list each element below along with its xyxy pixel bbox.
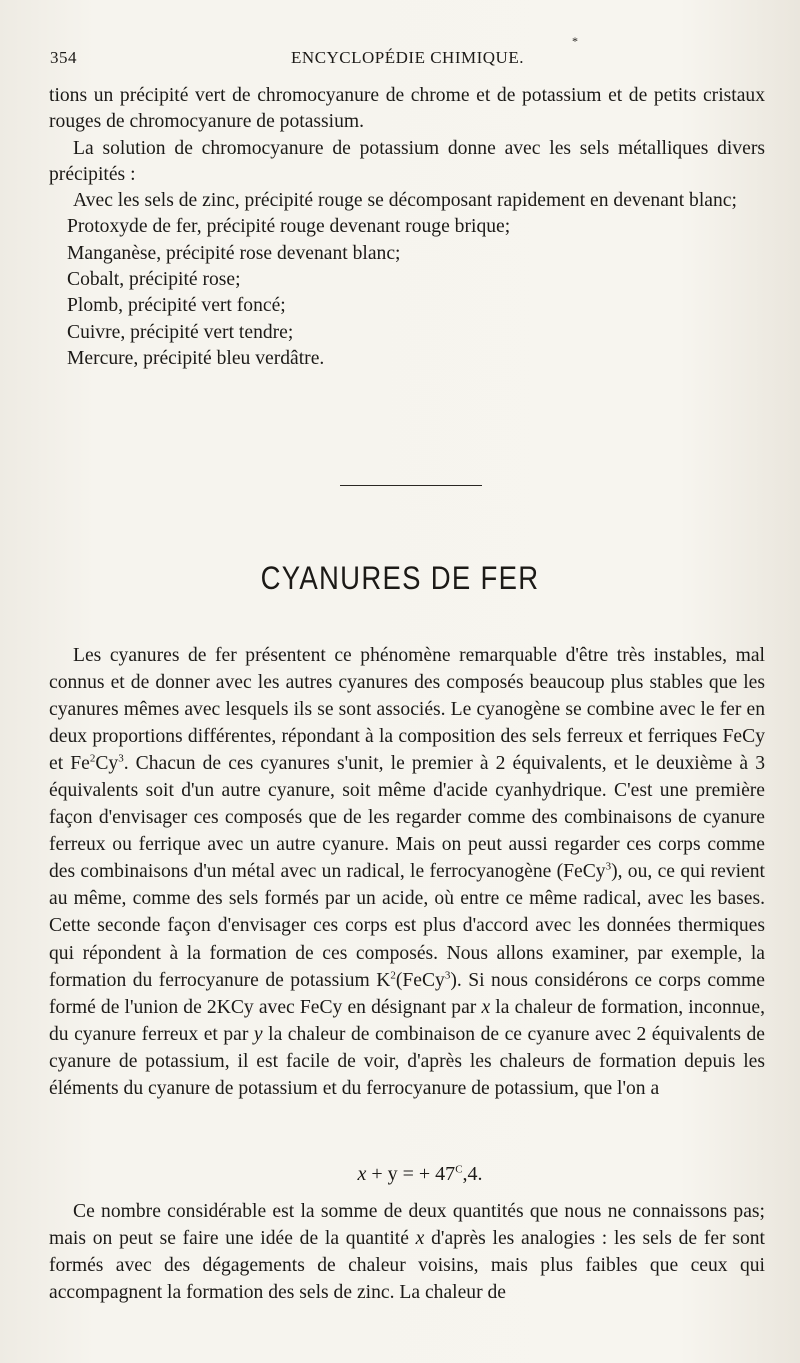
equation-body: + y = + 47 [366, 1163, 456, 1185]
superscript: 3 [118, 752, 124, 765]
math-variable: x [415, 1228, 425, 1250]
text-run: Ce nombre considérable est la somme de deux quantités que nous ne connaissons pas; mais on peut se faire une idée de la quantité [49, 1201, 765, 1250]
list-item: Protoxyde de fer, précipité rouge devenant rouge brique; [67, 216, 511, 238]
text-run: Les cyanures de fer présentent ce phénomène remarquable d'être très instables, mal connus et de donner avec les autres cyanures des composés beaucoup plus stables que les cyanures mêmes avec lesquels ils se sont associés. Le cyanogène se combine avec le fer en deux proportions différentes, répondant à la composition des sels ferreux et ferriques FeCy et Fe [49, 645, 765, 775]
running-head [50, 48, 765, 74]
superscript: 2 [89, 752, 96, 765]
text-run: la chaleur de formation, inconnue, du cyanure ferreux et par [49, 996, 766, 1045]
paragraph: tions un précipité vert de chromocyanure de chrome et de potassium et de petits cristaux rouges de chromocyanure de potassium. [49, 85, 765, 133]
list-item: Cobalt, précipité rose; [67, 269, 241, 291]
list-item: Plomb, précipité vert foncé; [67, 295, 286, 317]
list-item: Manganèse, précipité rose devenant blanc; [67, 242, 401, 264]
superscript: 3 [605, 860, 612, 873]
math-variable: x [357, 1163, 367, 1185]
paragraph [49, 1198, 765, 1306]
main-block [49, 642, 765, 1102]
list-item: Cuivre, précipité vert tendre; [67, 321, 294, 343]
paragraph: La solution de chromocyanure de potassium donne avec les sels métalliques divers précipités : [49, 137, 765, 185]
superscript: C [455, 1163, 463, 1176]
superscript: 3 [444, 969, 451, 982]
text-run: ), ou, ce qui revient au même, comme des sels formés par un acide, où entre ce même radical, avec les bases. Cette seconde façon d'envisager ces corps est plus d'accord avec les données thermiques qui répondent à la formation de ces composés. Nous allons examiner, par exemple, la formation du ferrocyanure de potassium K [49, 861, 766, 991]
paragraph [49, 642, 765, 1102]
text-run: . Chacun de ces cyanures s'unit, le premier à 2 équivalents, et le deuxième à 3 équivalents soit d'un autre cyanure, soit même d'acide cyanhydrique. C'est une première façon d'envisager ces composés que de les regarder comme des combinaisons de cyanure ferreux ou ferrique avec un autre cyanure. Mais on peut aussi regarder ces corps comme des combinaisons d'un métal avec un radical, le ferrocyanogène (FeCy [49, 753, 765, 883]
closing-block [49, 1198, 765, 1306]
section-divider [340, 485, 482, 486]
equation [0, 1163, 800, 1186]
text-run: ). Si nous considérons ce corps comme formé de l'union de 2KCy avec FeCy en désignant par [49, 969, 765, 1018]
text-run: Cy [95, 753, 119, 775]
margin-mark: * [572, 34, 578, 48]
text-run: d'après les analogies : les sels de fer sont formés avec des dégagements de chaleur voisins, mais plus faibles que ceux qui accompagnent la formation des sels de zinc. La chaleur de [49, 1228, 766, 1304]
paragraph: Avec les sels de zinc, précipité rouge se décomposant rapidement en devenant blanc; [73, 190, 737, 212]
text-run: la chaleur de combinaison de ce cyanure avec 2 équivalents de cyanure de potassium, il est facile de voir, d'après les chaleurs de formation depuis les éléments du cyanure de potassium et du ferrocyanure de potassium, que l'on a [49, 1023, 766, 1099]
section-title: CYANURES DE FER [260, 560, 540, 596]
running-title: ENCYCLOPÉDIE CHIMIQUE. [291, 48, 524, 67]
page-number: 354 [50, 48, 77, 67]
text-run: (FeCy [395, 969, 445, 991]
math-variable: x [481, 996, 491, 1018]
math-variable: y [253, 1023, 263, 1045]
intro-block [49, 83, 765, 372]
list-item: Mercure, précipité bleu verdâtre. [67, 347, 325, 369]
equation-tail: ,4. [462, 1163, 483, 1185]
superscript: 2 [390, 969, 396, 982]
